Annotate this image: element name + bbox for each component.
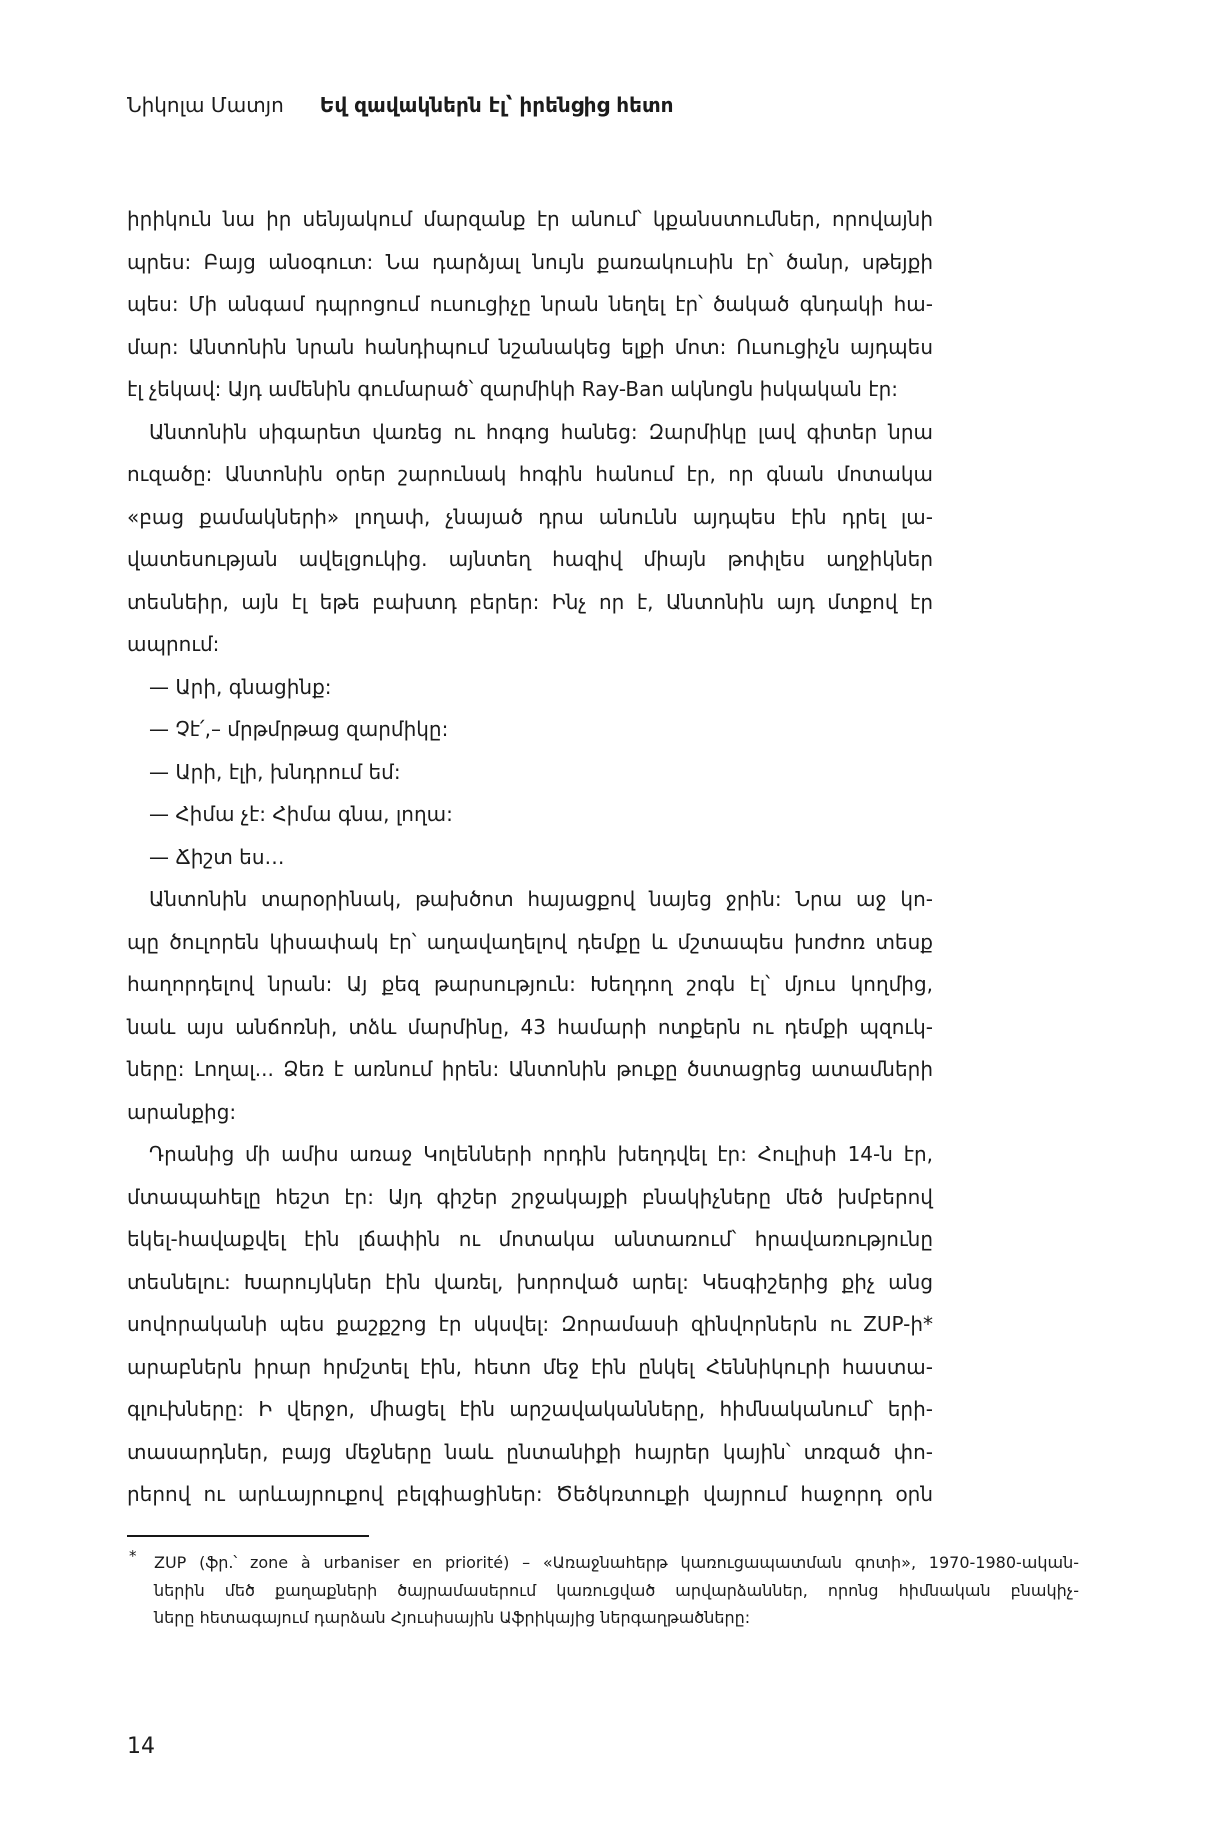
text-line: ները: Լողալ... Ձեռ է առնում իրեն: Անտոնին թուքը ծստացրեց ատամների bbox=[127, 1057, 933, 1081]
dialogue-line: — Հիմա չէ: Հիմա գնա, լողա: bbox=[149, 802, 453, 826]
author-name: Նիկոլա Մատյո bbox=[127, 93, 284, 117]
text-line: տեսնեիր, այն էլ եթե բախտդ բերեր: Ինչ որ է, Անտոնին այդ մտքով էր bbox=[127, 589, 933, 614]
text-line: ուզածը: Անտոնին օրեր շարունակ հոգին հանում էր, որ գնան մոտակա bbox=[127, 462, 933, 486]
text-line: սովորականի պես քաշքշոց էր սկսվել: Զորամասի զինվորներն ու ZUP-ի* bbox=[127, 1312, 933, 1336]
text-line: րերով ու արևայրուքով բելգիացիներ: Ծեծկռտուքի վայրում հաջորդ օրն bbox=[127, 1482, 933, 1506]
text-line: վատեսության ավելցուկից. այնտեղ հազիվ միայն թոփլես աղջիկներ bbox=[127, 547, 933, 571]
text-line: «բաց քամակների» լողափ, չնայած դրա անունն այդպես էին դրել լա- bbox=[127, 504, 933, 529]
page-number: 14 bbox=[127, 1734, 155, 1759]
text-line: Դրանից մի ամիս առաջ Կոլենների որդին խեղդվել էր: Հուլիսի 14-ն էր, bbox=[149, 1142, 933, 1166]
text-line: հաղորդելով նրան: Այ քեզ թարսություն: Խեղդող շոգն էլ՝ մյուս կողմից, bbox=[127, 972, 933, 996]
text-line: տասարդներ, բայց մեջները նաև ընտանիքի հայրեր կային՝ տռզած փո- bbox=[127, 1439, 933, 1464]
text-line: մտապահելը հեշտ էր: Այդ գիշեր շրջակայքի բնակիչները մեծ խմբերով bbox=[127, 1184, 933, 1209]
text-line: արաբներն իրար հրմշտել էին, հետո մեջ էին ընկել Հեննիկուրի հաստա- bbox=[127, 1354, 933, 1379]
footnote-line: ներին մեծ քաղաքների ծայրամասերում կառուցված արվարձաններ, որոնց հիմնական բնակիչ- bbox=[154, 1580, 1079, 1600]
dialogue-line: — Արի, էլի, խնդրում եմ: bbox=[149, 759, 401, 784]
text-line: տեսնելու: Խարույկներ էին վառել, խորոված արել: Կեսգիշերից քիչ անց bbox=[127, 1269, 933, 1294]
footnote-rule bbox=[127, 1535, 369, 1537]
text-line: պը ծուլորեն կիսափակ էր՝ աղավաղելով դեմքը և մշտապես խոժոռ տեսք bbox=[127, 929, 933, 954]
footnote bbox=[127, 1549, 1079, 1632]
text-line: պրես: Բայց անօգուտ: Նա դարձյալ նույն քառակուսին էր՝ ծանր, սթեյքի bbox=[127, 249, 933, 274]
text-line: եկել-հավաքվել էին լճափին ու մոտակա անտառում՝ հրավառությունը bbox=[127, 1227, 933, 1251]
footnote-line: ները հետագայում դարձան Հյուսիսային Աֆրիկայից ներգաղթածները: bbox=[154, 1608, 751, 1627]
dialogue-line: — Չէ՛,– մրթմրթաց զարմիկը: bbox=[149, 717, 449, 741]
text-line: պես: Մի անգամ դպրոցում ուսուցիչը նրան նեղել էր՝ ծակած գնդակի հա- bbox=[127, 292, 933, 316]
book-title: Եվ զավակներն էլ՝ իրենցից հետո bbox=[319, 93, 674, 117]
text-line: ապրում: bbox=[127, 632, 220, 656]
footnote-text bbox=[127, 1549, 1079, 1632]
text-line: Անտոնին սիգարետ վառեց ու հոգոց հանեց: Զարմիկը լավ գիտեր նրա bbox=[149, 419, 933, 444]
page-body-text bbox=[127, 198, 933, 1516]
text-line: արանքից: bbox=[127, 1099, 237, 1124]
footnote-line: ZUP (ֆր.՝ zone à urbaniser en priorité) – «Առաջնահերթ կառուցապատման գոտի», 1970-1980-ական- bbox=[154, 1553, 1079, 1572]
text-line: էլ չեկավ: Այդ ամենին գումարած՝ զարմիկի Ray-Ban ակնոցն իսկական էր: bbox=[127, 377, 899, 401]
text-line: նաև այս անճոռնի, տձև մարմինը, 43 համարի ոտքերն ու դեմքի պզուկ- bbox=[127, 1014, 933, 1039]
text-line: մար: Անտոնին նրան հանդիպում նշանակեց ելքի մոտ: Ուսուցիչն այդպես bbox=[127, 334, 933, 359]
text-line: գլուխները: Ի վերջո, միացել էին արշավականները, հիմնականում՝ երի- bbox=[127, 1397, 933, 1421]
dialogue-line: — Ճիշտ ես… bbox=[149, 844, 285, 869]
running-header bbox=[127, 93, 1087, 117]
text-line: իրիկուն նա իր սենյակում մարզանք էր անում՝ կքանստումներ, որովայնի bbox=[127, 207, 933, 231]
dialogue-line: — Արի, գնացինք: bbox=[149, 674, 332, 699]
footnote-marker: * bbox=[129, 1547, 137, 1565]
text-line: Անտոնին տարօրինակ, թախծոտ հայացքով նայեց ջրին: Նրա աջ կո- bbox=[149, 887, 933, 911]
